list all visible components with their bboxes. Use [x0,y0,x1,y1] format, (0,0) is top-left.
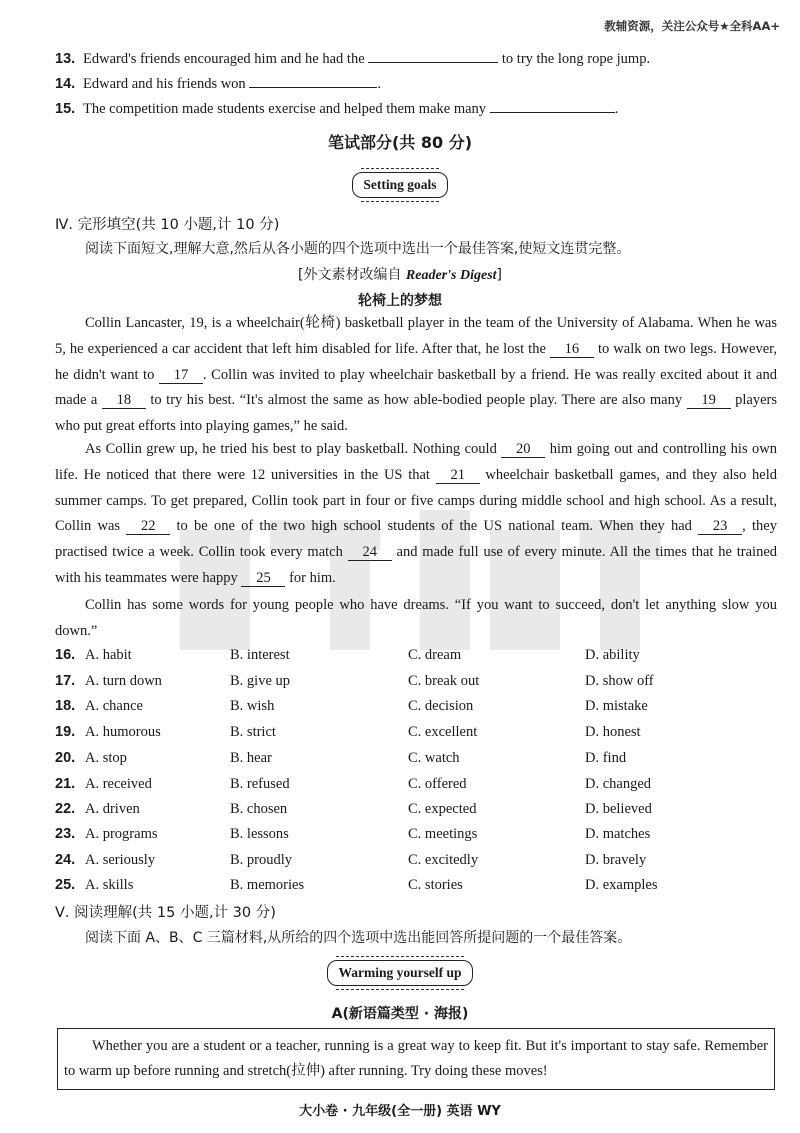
article-title: 轮椅上的梦想 [358,293,442,309]
question-15: 15. The competition made students exercise and helped them make many . [55,98,618,118]
options-25: 25. A. skills B. memories C. stories D. examples [55,877,658,893]
options-22: 22. A. driven B. chosen C. expected D. believed [55,801,652,817]
passage-a-box [57,1028,775,1090]
question-14: 14. Edward and his friends won . [55,73,381,93]
options-20: 20. A. stop B. hear C. watch D. find [55,750,627,766]
section5-instruction: 阅读下面 A、B、C 三篇材料,从所给的四个选项中选出能回答所提问题的一个最佳答案。 [85,930,632,946]
blank-18: 18 [102,392,146,409]
options-16: 16. A. habit B. interest C. dream D. ability [55,647,640,663]
section5-heading: Ⅴ. 阅读理解(共 15 小题,计 30 分) [55,905,276,921]
blank-23: 23 [698,518,742,535]
question-13: 13. Edward's friends encouraged him and he had the to try the long rope jump. [55,48,650,68]
section4-heading: Ⅳ. 完形填空(共 10 小题,计 10 分) [55,217,280,233]
paragraph-3: Collin has some words for young people who have dreams. “If you want to succeed, don't let anything slow you down.” [55,597,777,639]
blank-21: 21 [436,467,480,484]
source-line: [外文素材改编自 Reader's Digest] [298,267,502,283]
blank-24: 24 [348,544,392,561]
blank-22: 22 [126,518,170,535]
options-18: 18. A. chance B. wish C. decision D. mistake [55,698,648,714]
options-23: 23. A. programs B. lessons C. meetings D. matches [55,826,651,842]
options-17: 17. A. turn down B. give up C. break out D. show off [55,673,654,689]
paragraph-2: As Collin grew up, he tried his best to play basketball. Nothing could 20 him going out and controlling his own life. He noticed that there were 12 universities in the US that 21 wheelchair basketball games, and they also held summer camps. To get prepared, Collin took part in four or five camps during middle school and high school. As a result, Collin was 22 to be one of the two high school students of the US national team. When they had 23 , they practised twice a week. Collin took every match 24 and made full use of every minute. All the times that he trained with his teammates were happy 25 for him. [55,441,778,586]
passage-a-text: Whether you are a student or a teacher, running is a great way to keep fit. But it's important to stay safe. Remember to warm up before running and stretch(拉伸) after running. Try doing these moves! [64,1038,768,1079]
blank-19: 19 [687,392,731,409]
blank-20: 20 [501,441,545,458]
options-24: 24. A. seriously B. proudly C. excitedly D. bravely [55,852,647,868]
paragraph-1: Collin Lancaster, 19, is a wheelchair(轮椅) basketball player in the team of the University of Alabama. When he was 5, he experienced a car accident that left him disabled for life. After that, he lost the 16 to walk on two legs. However, he didn't want to 17 . Collin was invited to play wheelchair basketball by a friend. He was really excited about it and made a 18 to try his best. “It's almost the same as how able-bodied people play. There are also many 19 players who put great efforts into playing games,” he said. [55,315,778,435]
options-21: 21. A. received B. refused C. offered D. changed [55,776,652,792]
page-footer: 大小卷 · 九年级(全一册) 英语 WY [299,1104,501,1119]
warming-badge-wrap [0,960,800,986]
section4-instruction: 阅读下面短文,理解大意,然后从各小题的四个选项中选出一个最佳答案,使短文连贯完整。 [85,241,631,257]
passage-a-title: A(新语篇类型 · 海报) [331,1006,469,1022]
written-part-title: 笔试部分(共 80 分) [327,133,473,152]
options-19: 19. A. humorous B. strict C. excellent D. honest [55,724,641,740]
warming-badge: Warming yourself up [327,960,472,986]
setting-goals-badge: Setting goals [352,172,447,198]
blank-16: 16 [550,341,594,358]
blank-17: 17 [159,367,203,384]
blank-25: 25 [241,570,285,587]
header-watermark: 教辅资源，关注公众号★全科AA+ [604,19,780,33]
setting-goals-badge-wrap [0,172,800,198]
